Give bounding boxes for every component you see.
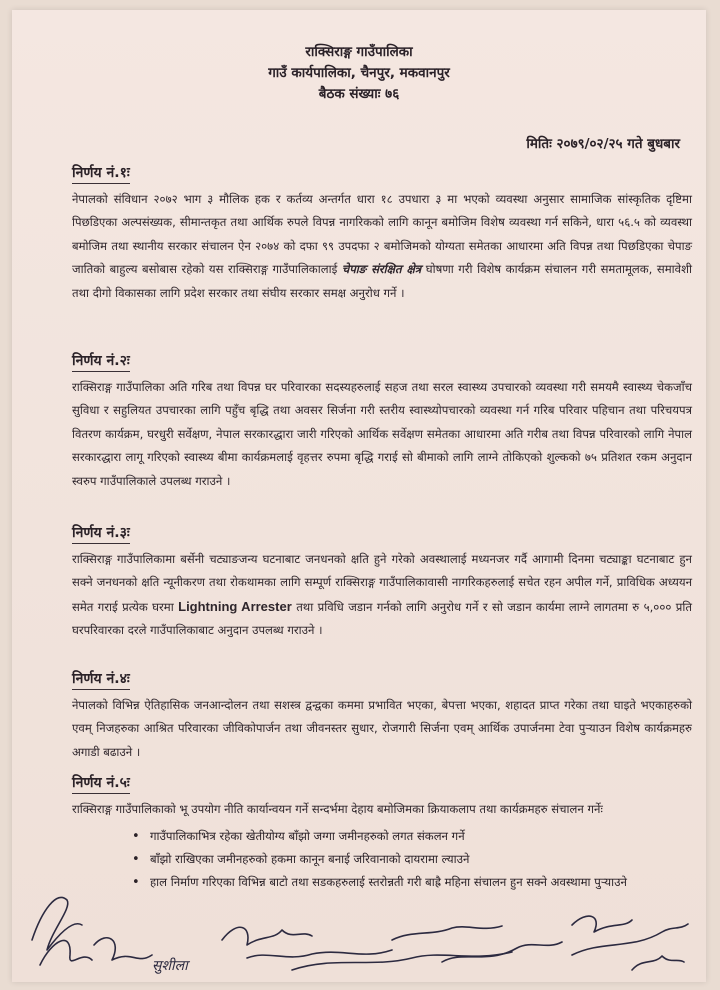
decision-text-continued: तथा प्रविधि जडान गर्नको लागि अनुरोध गर्ने र सो जडान कार्यमा लाग्ने लागतमा रु ५,००० प्रति घरपरिवारका दरले गाउँपालिकाबाट अनुदान उपलब्ध गराउने ।	[72, 599, 693, 638]
decision-title: निर्णय नं.१ः	[72, 163, 130, 184]
office-address: गाउँ कार्यपालिका, चैनपुर, मकवानपुर	[268, 65, 450, 81]
protected-area-highlight: चेपाङ संरक्षित क्षेत्र	[341, 262, 422, 277]
meeting-number: बैठक संख्याः ७६	[318, 86, 400, 102]
decision-title: निर्णय नं.४ः	[72, 669, 130, 690]
decision-4	[72, 668, 692, 764]
org-name: राक्सिराङ्ग गाउँपालिका	[305, 44, 413, 60]
signature-name: सुशीला	[152, 958, 188, 974]
decision-1	[72, 162, 692, 305]
decision-body	[72, 188, 692, 305]
decision-text: नेपालको संविधान २०७२ भाग ३ मौलिक हक र कर्तव्य अन्तर्गत धारा १८ उपधारा ३ मा भएको व्यवस्था अनुसार सामाजिक सांस्कृतिक दृष्टिमा पिछडिएका अल्पसंख्यक, सीमान्तकृत तथा आर्थिक रुपले विपन्न नागरिकको लागि कानून बमोजिम विशेष व्यवस्था गर्न सकिने, धारा ५६.५ को व्यवस्था बमोजिम तथा स्थानीय सरकार संचालन ऐन २०७४ को दफा ९९ उपदफा २ बमोजिमको योग्यता समेतका आधारमा अति विपन्न तथा पिछडिएका चेपाङ जातिको बाहुल्य बसोबास रहेको यस राक्सिराङ्ग गाउँपालिकालाई	[72, 192, 692, 277]
lightning-arrester-term: Lightning Arrester	[178, 598, 292, 614]
signature-scribbles	[12, 870, 706, 982]
signatures	[12, 870, 706, 982]
decision-text: राक्सिराङ्ग गाउँपालिकामा बर्सेनी चट्याङजन्य घटनाबाट जनधनको क्षति हुने गरेको अवस्थालाई मध्यनजर गर्दै आगामी दिनमा चट्याङ्का घटनाबाट हुन सक्ने जनधनको क्षति न्यूनीकरण तथा रोकथामका लागि सम्पूर्ण राक्सिराङ्ग गाउँपालिकावासी नागरिकहरुलाई सचेत रहन अपील गर्ने, प्राविधिक अध्ययन समेत गराई प्रत्येक घरमा	[72, 552, 692, 614]
decision-body	[72, 548, 692, 643]
decision-body: राक्सिराङ्ग गाउँपालिकाको भू उपयोग नीति कार्यान्वयन गर्ने सन्दर्भमा देहाय बमोजिमका क्रियाकलाप तथा कार्यक्रमहरु संचालन गर्नेः	[72, 802, 603, 816]
letterhead	[12, 42, 706, 105]
document-page	[12, 10, 706, 982]
list-item: • हाल निर्माण गरिएका विभिन्न बाटो तथा सडकहरुलाई स्तरोन्नती गरी बाह्रै महिना संचालन हुन सक्ने अवस्थामा पुऱ्याउने	[132, 871, 692, 894]
list-item: • गाउँपालिकाभित्र रहेका खेतीयोग्य बाँझो जग्गा जमीनहरुको लगत संकलन गर्ने	[132, 825, 692, 848]
decision-body: राक्सिराङ्ग गाउँपालिका अति गरिब तथा विपन्न घर परिवारका सदस्यहरुलाई सहज तथा सरल स्वास्थ्य उपचारको व्यवस्था गरी समयमै स्वास्थ्य चेकजाँच सुविधा र सहुलियत उपचारका लागि पहुँच बृद्धि तथा अवसर सिर्जना गरी स्तरीय स्वास्थ्योपचारको व्यवस्था गर्न गरिब परिवार पहिचान तथा परिचयपत्र वितरण कार्यक्रम, घरधुरी सर्वेक्षण, नेपाल सरकारद्धारा जारी गरिएको आर्थिक सर्वेक्षण समेतका आधारमा अति गरीब तथा विपन्न परिवारको लागि नेपाल सरकारद्धारा लागू गरिएको स्वास्थ्य बीमा कार्यक्रमलाई वृहत्तर रुपमा बृद्धि गराई सो बीमाको लागि लाग्ने तोकिएको शुल्कको ७५ प्रतिशत रकम अनुदान स्वरुप गाउँपालिकाले उपलब्ध गराउने ।	[72, 380, 692, 488]
decision-3	[72, 522, 692, 643]
decision-2	[72, 350, 692, 493]
decision-title: निर्णय नं.३ः	[72, 523, 130, 544]
decision-title: निर्णय नं.५ः	[72, 773, 130, 794]
list-item: • बाँझो राखिएका जमीनहरुको हकमा कानून बनाई जरिवानाको दायरामा ल्याउने	[132, 848, 692, 871]
decision-text-continued: घोषणा गरी विशेष कार्यक्रम संचालन गरी समतामूलक, समावेशी तथा दीगो विकासका लागि प्रदेश सरकार तथा संघीय सरकार समक्ष अनुरोध गर्ने ।	[72, 262, 693, 300]
decision-body: नेपालको विभिन्न ऐतिहासिक जनआन्दोलन तथा सशस्त्र द्वन्द्वका कममा प्रभावित भएका, बेपत्ता भएका, शहादत प्राप्त गरेका तथा घाइते भएकाहरुको एवम् निजहरुका आश्रित परिवारका जीविकोपार्जन तथा जीवनस्तर सुधार, रोजगारी सिर्जना एवम् आर्थिक उपार्जनमा टेवा पुऱ्याउन विशेष कार्यक्रमहरु अगाडी बढाउने ।	[72, 698, 692, 759]
decision-title: निर्णय नं.२ः	[72, 351, 130, 372]
meeting-date: मितिः २०७९/०२/२५ गते बुधबार	[526, 136, 680, 152]
